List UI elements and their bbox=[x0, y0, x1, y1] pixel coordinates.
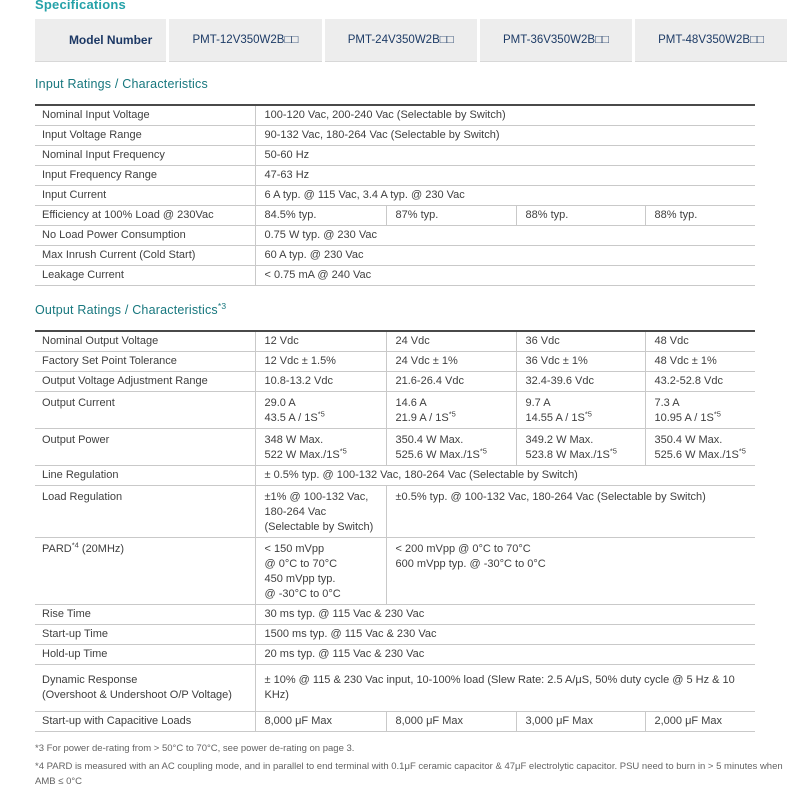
input-ratings-table bbox=[35, 104, 755, 286]
table-row bbox=[35, 331, 755, 352]
table-row bbox=[35, 664, 755, 711]
table-row bbox=[35, 125, 755, 145]
row-label: Start-up Time bbox=[35, 624, 255, 644]
model-cell-36v: PMT-36V350W2B□□ bbox=[478, 19, 633, 61]
row-value: 87% typ. bbox=[386, 205, 516, 225]
footnote-4: *4 PARD is measured with an AC coupling mode, and in parallel to end terminal with 0.1μF ceramic capacitor & 47μF electrolytic capacitor. PSU need to burn in > 5 minutes when AMB ≤ 0°C bbox=[35, 760, 783, 787]
row-value: ± 10% @ 115 & 230 Vac input, 10-100% load (Slew Rate: 2.5 A/μS, 50% duty cycle @ 5 Hz & 10 KHz) bbox=[255, 664, 755, 711]
row-label: Load Regulation bbox=[35, 485, 255, 537]
row-value: 60 A typ. @ 230 Vac bbox=[255, 245, 755, 265]
row-value: 348 W Max. 522 W $Max./1S^{*5}$ bbox=[255, 428, 386, 465]
row-value: 14.6 A 21.9 A / $1S^{*5}$ bbox=[386, 391, 516, 428]
row-label: Nominal Input Voltage bbox=[42, 108, 150, 121]
model-number-row bbox=[35, 19, 787, 61]
row-value: 47-63 Hz bbox=[255, 165, 755, 185]
row-value: 48 Vdc ± 1% bbox=[645, 351, 755, 371]
row-label: Line Regulation bbox=[35, 465, 255, 485]
row-value: 24 Vdc ± 1% bbox=[386, 351, 516, 371]
table-row bbox=[35, 145, 755, 165]
row-value: 20 ms typ. @ 115 Vac & 230 Vac bbox=[255, 644, 755, 664]
table-row bbox=[35, 428, 755, 465]
row-value: 50-60 Hz bbox=[255, 145, 755, 165]
row-value: 29.0 A 43.5 A / $1S^{*5}$ bbox=[255, 391, 386, 428]
row-label: No Load Power Consumption bbox=[35, 225, 255, 245]
row-label: Hold-up Time bbox=[35, 644, 255, 664]
row-value: 6 A typ. @ 115 Vac, 3.4 A typ. @ 230 Vac bbox=[255, 185, 755, 205]
row-label: Efficiency at 100% Load @ 230Vac bbox=[35, 205, 255, 225]
row-value: 43.2-52.8 Vdc bbox=[645, 371, 755, 391]
footnotes bbox=[35, 741, 783, 789]
footnote-3: *3 For power de-rating from > 50°C to 70°C, see power de-rating on page 3. bbox=[35, 742, 355, 754]
table-row bbox=[35, 185, 755, 205]
table-row bbox=[35, 225, 755, 245]
table-row bbox=[35, 644, 755, 664]
table-row bbox=[35, 391, 755, 428]
table-row bbox=[35, 205, 755, 225]
row-value: 100-120 Vac, 200-240 Vac (Selectable by Switch) bbox=[255, 105, 755, 126]
page-title: Specifications bbox=[35, 0, 126, 12]
row-label: Start-up with Capacitive Loads bbox=[35, 711, 255, 731]
row-value: 349.2 W Max. 523.8 W $Max./1S^{*5}$ bbox=[516, 428, 645, 465]
row-value: ±1% @ 100-132 Vac, 180-264 Vac (Selectable by Switch) bbox=[255, 485, 386, 537]
footnote-ref-5: *5 bbox=[448, 409, 456, 418]
model-number-label: Model Number bbox=[35, 19, 168, 61]
table-row bbox=[35, 105, 755, 126]
row-value: 30 ms typ. @ 115 Vac & 230 Vac bbox=[255, 604, 755, 624]
row-value: 350.4 W Max. 525.6 W $Max./1S^{*5}$ bbox=[645, 428, 755, 465]
model-cell-12v: PMT-12V350W2B□□ bbox=[168, 19, 323, 61]
row-value: 9.7 A 14.55 A / $1S^{*5}$ bbox=[516, 391, 645, 428]
row-value: 12 Vdc bbox=[255, 331, 386, 352]
row-value: 3,000 μF Max bbox=[516, 711, 645, 731]
row-value: ± 0.5% typ. @ 100-132 Vac, 180-264 Vac (Selectable by Switch) bbox=[255, 465, 755, 485]
row-value: 90-132 Vac, 180-264 Vac (Selectable by Switch) bbox=[255, 125, 755, 145]
row-label: Output Power bbox=[35, 428, 255, 465]
model-cell-48v: PMT-48V350W2B□□ bbox=[634, 19, 787, 61]
table-row bbox=[35, 265, 755, 285]
footnote-ref-5: *5 bbox=[584, 409, 592, 418]
footnote-ref-3: *3 bbox=[217, 300, 227, 311]
row-label: Leakage Current bbox=[35, 265, 255, 285]
row-value: 24 Vdc bbox=[386, 331, 516, 352]
row-label: PARD$^{*4}$ (20MHz) bbox=[35, 537, 255, 604]
row-value: 36 Vdc bbox=[516, 331, 645, 352]
table-row bbox=[35, 245, 755, 265]
row-label: Output Voltage Adjustment Range bbox=[35, 371, 255, 391]
input-section-title: Input Ratings / Characteristics bbox=[35, 76, 208, 91]
footnote-ref-5: *5 bbox=[609, 446, 617, 455]
row-value: 1500 ms typ. @ 115 Vac & 230 Vac bbox=[255, 624, 755, 644]
table-row bbox=[35, 351, 755, 371]
row-label: Input Current bbox=[35, 185, 255, 205]
table-row bbox=[35, 711, 755, 731]
table-row bbox=[35, 371, 755, 391]
row-value: < 150 mVpp @ 0°C to 70°C 450 mVpp typ. @ -30°C to 0°C bbox=[255, 537, 386, 604]
row-label: Input Voltage Range bbox=[35, 125, 255, 145]
row-value: 8,000 μF Max bbox=[255, 711, 386, 731]
output-section-title-text: Output Ratings / Characteristics bbox=[35, 302, 218, 317]
footnote-ref-5: *5 bbox=[317, 409, 325, 418]
row-label: Nominal Output Voltage bbox=[42, 334, 159, 347]
table-row bbox=[35, 485, 755, 537]
table-row bbox=[35, 624, 755, 644]
row-label: Rise Time bbox=[35, 604, 255, 624]
row-value: ±0.5% typ. @ 100-132 Vac, 180-264 Vac (Selectable by Switch) bbox=[386, 485, 755, 537]
row-value: 84.5% typ. bbox=[255, 205, 386, 225]
footnote-ref-5: *5 bbox=[713, 409, 721, 418]
row-label: Dynamic Response (Overshoot & Undershoot O/P Voltage) bbox=[35, 664, 255, 711]
footnote-ref-4: *4 bbox=[71, 540, 79, 549]
row-value: 8,000 μF Max bbox=[386, 711, 516, 731]
row-value: 48 Vdc bbox=[645, 331, 755, 352]
footnote-ref-5: *5 bbox=[738, 446, 746, 455]
row-value: 10.8-13.2 Vdc bbox=[255, 371, 386, 391]
row-value: 21.6-26.4 Vdc bbox=[386, 371, 516, 391]
row-value: < 0.75 mA @ 240 Vac bbox=[255, 265, 755, 285]
row-value: 36 Vdc ± 1% bbox=[516, 351, 645, 371]
table-row bbox=[35, 604, 755, 624]
row-value: < 200 mVpp @ 0°C to 70°C 600 mVpp typ. @ -30°C to 0°C bbox=[386, 537, 755, 604]
output-section-title bbox=[35, 301, 787, 317]
model-number-table bbox=[35, 19, 787, 62]
row-label: Output Current bbox=[35, 391, 255, 428]
row-value: 7.3 A 10.95 A / $1S^{*5}$ bbox=[645, 391, 755, 428]
output-ratings-table bbox=[35, 330, 755, 732]
row-value: 32.4-39.6 Vdc bbox=[516, 371, 645, 391]
row-label: Max Inrush Current (Cold Start) bbox=[35, 245, 255, 265]
row-value: 88% typ. bbox=[645, 205, 755, 225]
row-label: Factory Set Point Tolerance bbox=[35, 351, 255, 371]
row-value: 88% typ. bbox=[516, 205, 645, 225]
footnote-ref-5: *5 bbox=[339, 446, 347, 455]
table-row bbox=[35, 165, 755, 185]
row-value: 12 Vdc ± 1.5% bbox=[255, 351, 386, 371]
row-label: Nominal Input Frequency bbox=[35, 145, 255, 165]
row-value: 0.75 W typ. @ 230 Vac bbox=[255, 225, 755, 245]
row-value: 2,000 μF Max bbox=[645, 711, 755, 731]
row-label: Input Frequency Range bbox=[35, 165, 255, 185]
row-value: 350.4 W Max. 525.6 W $Max./1S^{*5}$ bbox=[386, 428, 516, 465]
table-row bbox=[35, 537, 755, 604]
footnote-ref-5: *5 bbox=[479, 446, 487, 455]
table-row bbox=[35, 465, 755, 485]
model-cell-24v: PMT-24V350W2B□□ bbox=[323, 19, 478, 61]
